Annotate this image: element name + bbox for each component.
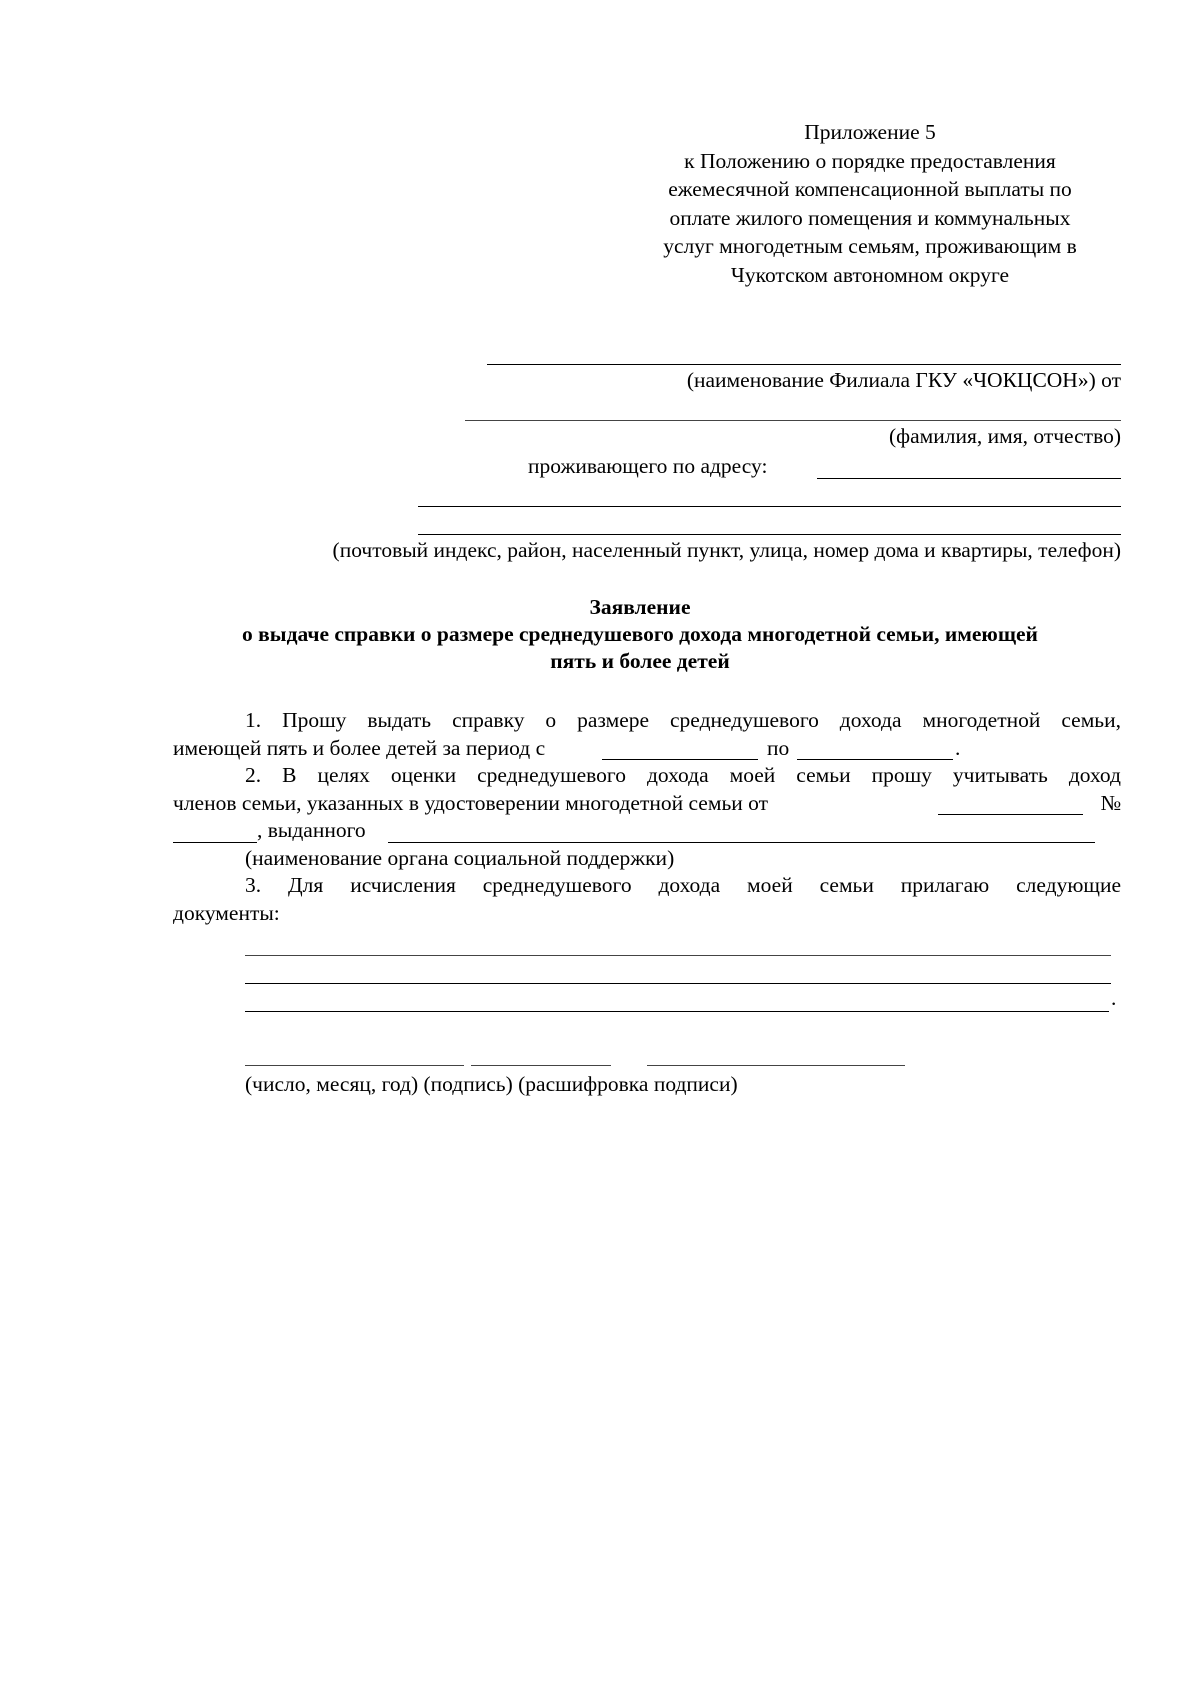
fio-field-line[interactable] (465, 420, 1121, 421)
address-field-line-3[interactable] (418, 534, 1121, 535)
signature-field[interactable] (471, 1065, 611, 1066)
appendix-line: услуг многодетным семьям, проживающим в (663, 234, 1077, 258)
fio-caption: (фамилия, имя, отчество) (889, 424, 1121, 448)
documents-field-line-2[interactable] (245, 983, 1111, 984)
title-line: пять и более детей (550, 649, 730, 673)
paragraph-3-line: 3. Для исчисления среднедушевого дохода моей семьи прилагаю следующие (245, 873, 1121, 897)
appendix-line: Приложение 5 (804, 120, 936, 144)
period-end-dot: . (955, 736, 961, 760)
documents-end-dot: . (1111, 986, 1117, 1010)
issued-by-caption: (наименование органа социальной поддержки) (245, 846, 675, 870)
title-line: о выдаче справки о размере среднедушевого дохода многодетной семьи, имеющей (242, 622, 1038, 646)
appendix-line: Чукотском автономном округе (730, 262, 1010, 287)
period-from-field[interactable] (602, 759, 758, 760)
paragraph-2-certificate-start: членов семьи, указанных в удостоверении многодетной семьи от (173, 791, 769, 815)
appendix-block (620, 118, 1120, 289)
issued-by-label: , выданного (257, 818, 366, 842)
branch-caption: (наименование Филиала ГКУ «ЧОКЦСОН») от (686, 368, 1121, 392)
signature-decoding-field[interactable] (647, 1065, 905, 1066)
address-field-line-2[interactable] (418, 506, 1121, 507)
address-field-line[interactable] (817, 478, 1121, 479)
paragraph-3-documents: документы: (173, 901, 280, 925)
date-field[interactable] (245, 1065, 464, 1066)
certificate-date-field[interactable] (938, 814, 1083, 815)
issued-by-field[interactable] (388, 842, 1095, 843)
address-caption: (почтовый индекс, район, населенный пункт, улица, номер дома и квартиры, телефон) (332, 538, 1121, 562)
certificate-number-field[interactable] (173, 842, 257, 843)
paragraph-2-line: 2. В целях оценки среднедушевого дохода моей семьи прошу учитывать доход (245, 763, 1121, 787)
period-to-label: по (767, 736, 790, 760)
period-to-field[interactable] (797, 759, 953, 760)
appendix-line: оплате жилого помещения и коммунальных (669, 205, 1071, 230)
appendix-line: к Положению о порядке предоставления (684, 148, 1056, 173)
paragraph-1-line: 1. Прошу выдать справку о размере среднедушевого дохода многодетной семьи, (245, 708, 1121, 732)
address-label: проживающего по адресу: (528, 454, 768, 478)
signature-caption: (число, месяц, год) (подпись) (расшифровка подписи) (245, 1072, 738, 1096)
documents-field-line-3[interactable] (245, 1011, 1109, 1012)
branch-field-line[interactable] (487, 364, 1121, 365)
title-heading: Заявление (589, 595, 691, 619)
appendix-line: ежемесячной компенсационной выплаты по (668, 177, 1072, 201)
document-title (170, 594, 1110, 675)
paragraph-1-period-start: имеющей пять и более детей за период с (173, 736, 546, 760)
documents-field-line-1[interactable] (245, 955, 1111, 956)
certificate-number-sign: № (1100, 791, 1121, 815)
